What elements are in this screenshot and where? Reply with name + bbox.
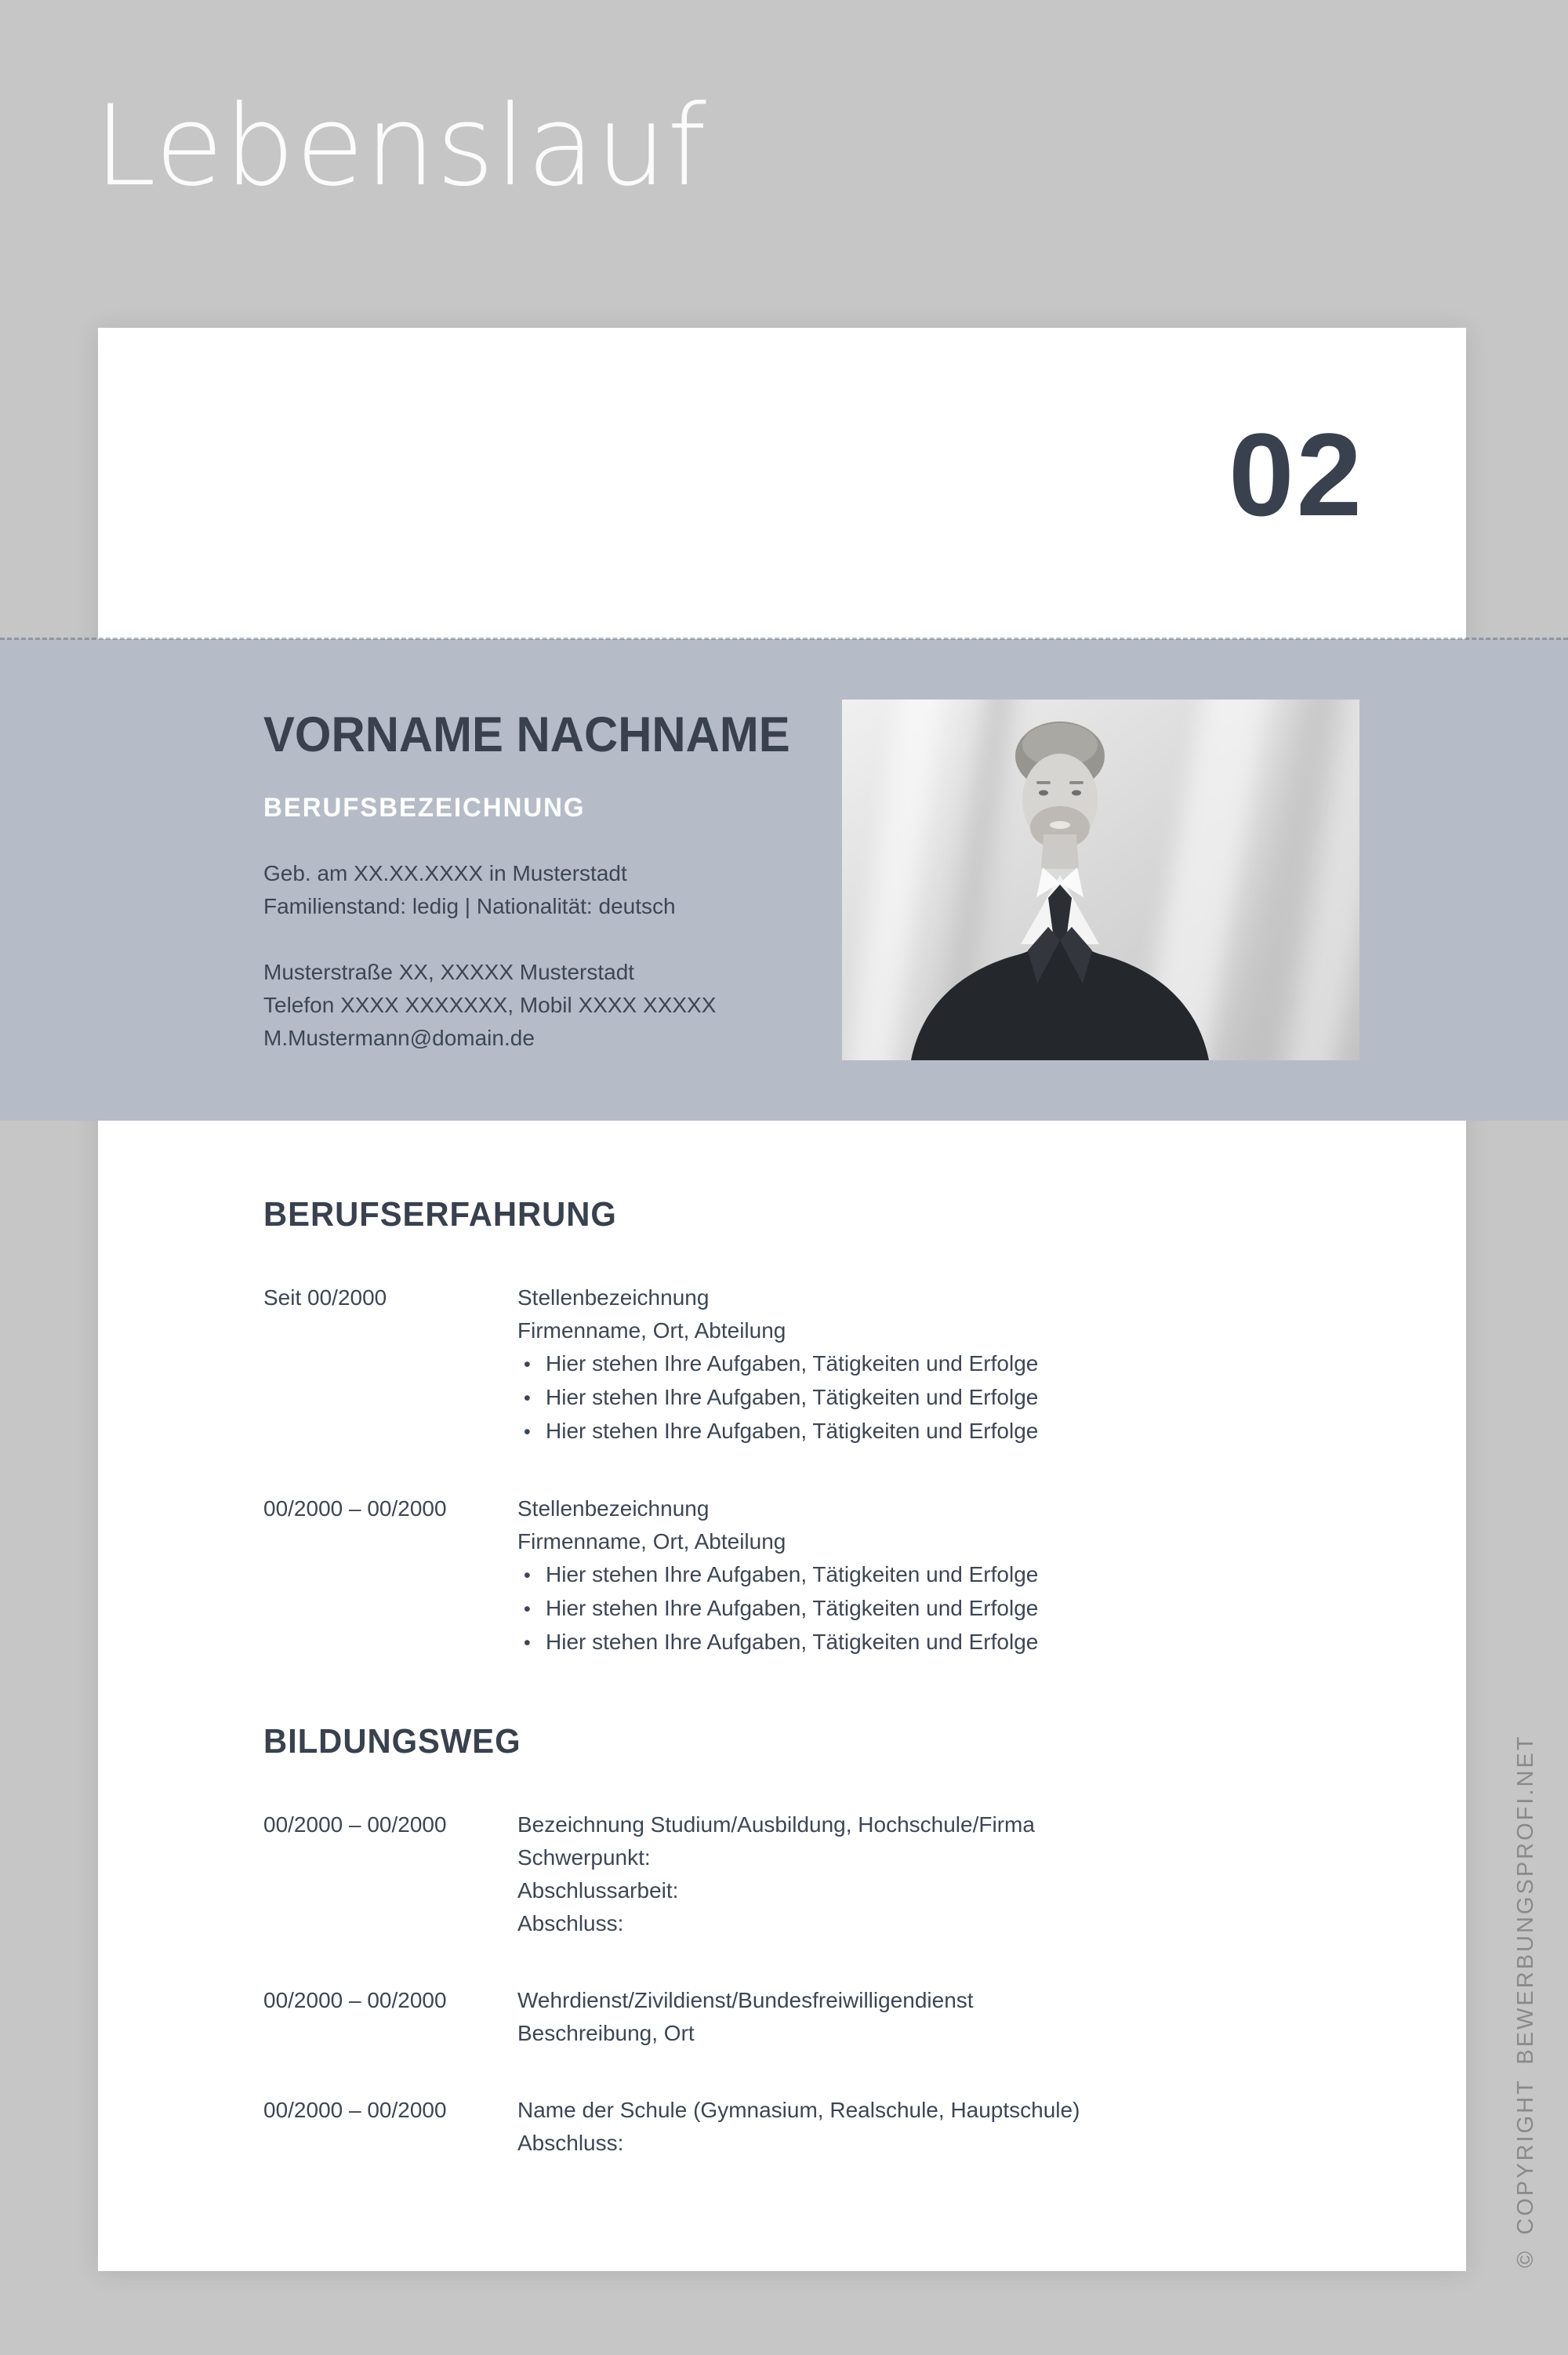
entry-details bbox=[517, 1808, 1377, 1940]
template-number: 02 bbox=[1229, 409, 1364, 540]
family-status-line: Familienstand: ledig | Nationalität: deutsch bbox=[263, 894, 676, 918]
entry-line: Abschluss: bbox=[517, 2131, 624, 2155]
entry-line: Schwerpunkt: bbox=[517, 1845, 651, 1870]
bullet-text: Hier stehen Ihre Aufgaben, Tätigkeiten und Erfolge bbox=[546, 1630, 1039, 1654]
entry-details bbox=[517, 2094, 1377, 2160]
bullet-item bbox=[517, 1381, 1377, 1415]
bullet-text: Hier stehen Ihre Aufgaben, Tätigkeiten und Erfolge bbox=[546, 1419, 1039, 1443]
entry-details bbox=[517, 1492, 1377, 1659]
entry-line: Abschluss: bbox=[517, 1911, 624, 1935]
section-heading-bildungsweg: BILDUNGSWEG bbox=[263, 1722, 521, 1761]
bullet-text: Hier stehen Ihre Aufgaben, Tätigkeiten und Erfolge bbox=[546, 1385, 1039, 1409]
copyright-vertical-text: © COPYRIGHT BEWERBUNGSPROFI.NET bbox=[1513, 1734, 1538, 2268]
bullet-item bbox=[517, 1415, 1377, 1448]
experience-entries bbox=[263, 1281, 1377, 1659]
page-title: Lebenslauf bbox=[94, 82, 707, 211]
bullet-item bbox=[517, 1626, 1377, 1659]
birth-line: Geb. am XX.XX.XXXX in Musterstadt bbox=[263, 861, 627, 885]
section-heading-berufserfahrung: BERUFSERFAHRUNG bbox=[263, 1195, 617, 1234]
phone-line: Telefon XXXX XXXXXXX, Mobil XXXX XXXXX bbox=[263, 993, 717, 1017]
applicant-name: VORNAME NACHNAME bbox=[263, 707, 790, 762]
entry-period: 00/2000 – 00/2000 bbox=[263, 1496, 447, 1521]
bullet-item bbox=[517, 1347, 1377, 1381]
portrait-photo bbox=[842, 700, 1359, 1060]
entry-line: Abschlussarbeit: bbox=[517, 1878, 679, 1903]
experience-entry bbox=[263, 1492, 1377, 1659]
bullet-icon bbox=[517, 1381, 546, 1415]
entry-line: Beschreibung, Ort bbox=[517, 2021, 695, 2045]
entry-period: 00/2000 – 00/2000 bbox=[263, 1812, 447, 1837]
entry-period: 00/2000 – 00/2000 bbox=[263, 1988, 447, 2012]
education-entries bbox=[263, 1808, 1377, 2160]
entry-line: Firmenname, Ort, Abteilung bbox=[517, 1529, 786, 1554]
bullet-icon bbox=[517, 1558, 546, 1592]
entry-line: Stellenbezeichnung bbox=[517, 1496, 710, 1521]
experience-entry bbox=[263, 1281, 1377, 1448]
entry-period: 00/2000 – 00/2000 bbox=[263, 2098, 447, 2122]
bullet-icon bbox=[517, 1347, 546, 1381]
job-title: BERUFSBEZEICHNUNG bbox=[263, 793, 586, 823]
entry-line: Bezeichnung Studium/Ausbildung, Hochschule/Firma bbox=[517, 1812, 1035, 1837]
bullet-text: Hier stehen Ihre Aufgaben, Tätigkeiten und Erfolge bbox=[546, 1351, 1039, 1376]
bullet-item bbox=[517, 1592, 1377, 1626]
bullet-text: Hier stehen Ihre Aufgaben, Tätigkeiten und Erfolge bbox=[546, 1562, 1039, 1586]
bullet-icon bbox=[517, 1415, 546, 1448]
entry-line: Stellenbezeichnung bbox=[517, 1285, 710, 1310]
bullet-icon bbox=[517, 1592, 546, 1626]
email-line: M.Mustermann@domain.de bbox=[263, 1026, 535, 1050]
entry-line: Wehrdienst/Zivildienst/Bundesfreiwilligendienst bbox=[517, 1988, 974, 2012]
address-line: Musterstraße XX, XXXXX Musterstadt bbox=[263, 960, 635, 984]
entry-line: Name der Schule (Gymnasium, Realschule, Hauptschule) bbox=[517, 2098, 1080, 2122]
education-entry bbox=[263, 2094, 1377, 2160]
entry-period: Seit 00/2000 bbox=[263, 1285, 387, 1310]
bullet-item bbox=[517, 1558, 1377, 1592]
entry-details bbox=[517, 1281, 1377, 1448]
header-band bbox=[0, 639, 1568, 1121]
bullet-text: Hier stehen Ihre Aufgaben, Tätigkeiten und Erfolge bbox=[546, 1596, 1039, 1620]
contact-info bbox=[263, 956, 716, 1055]
portrait-photo-graphic bbox=[842, 700, 1359, 1060]
personal-info bbox=[263, 857, 676, 923]
education-entry bbox=[263, 1808, 1377, 1940]
bullet-icon bbox=[517, 1626, 546, 1659]
entry-line: Firmenname, Ort, Abteilung bbox=[517, 1318, 786, 1343]
education-entry bbox=[263, 1984, 1377, 2050]
entry-details bbox=[517, 1984, 1377, 2050]
